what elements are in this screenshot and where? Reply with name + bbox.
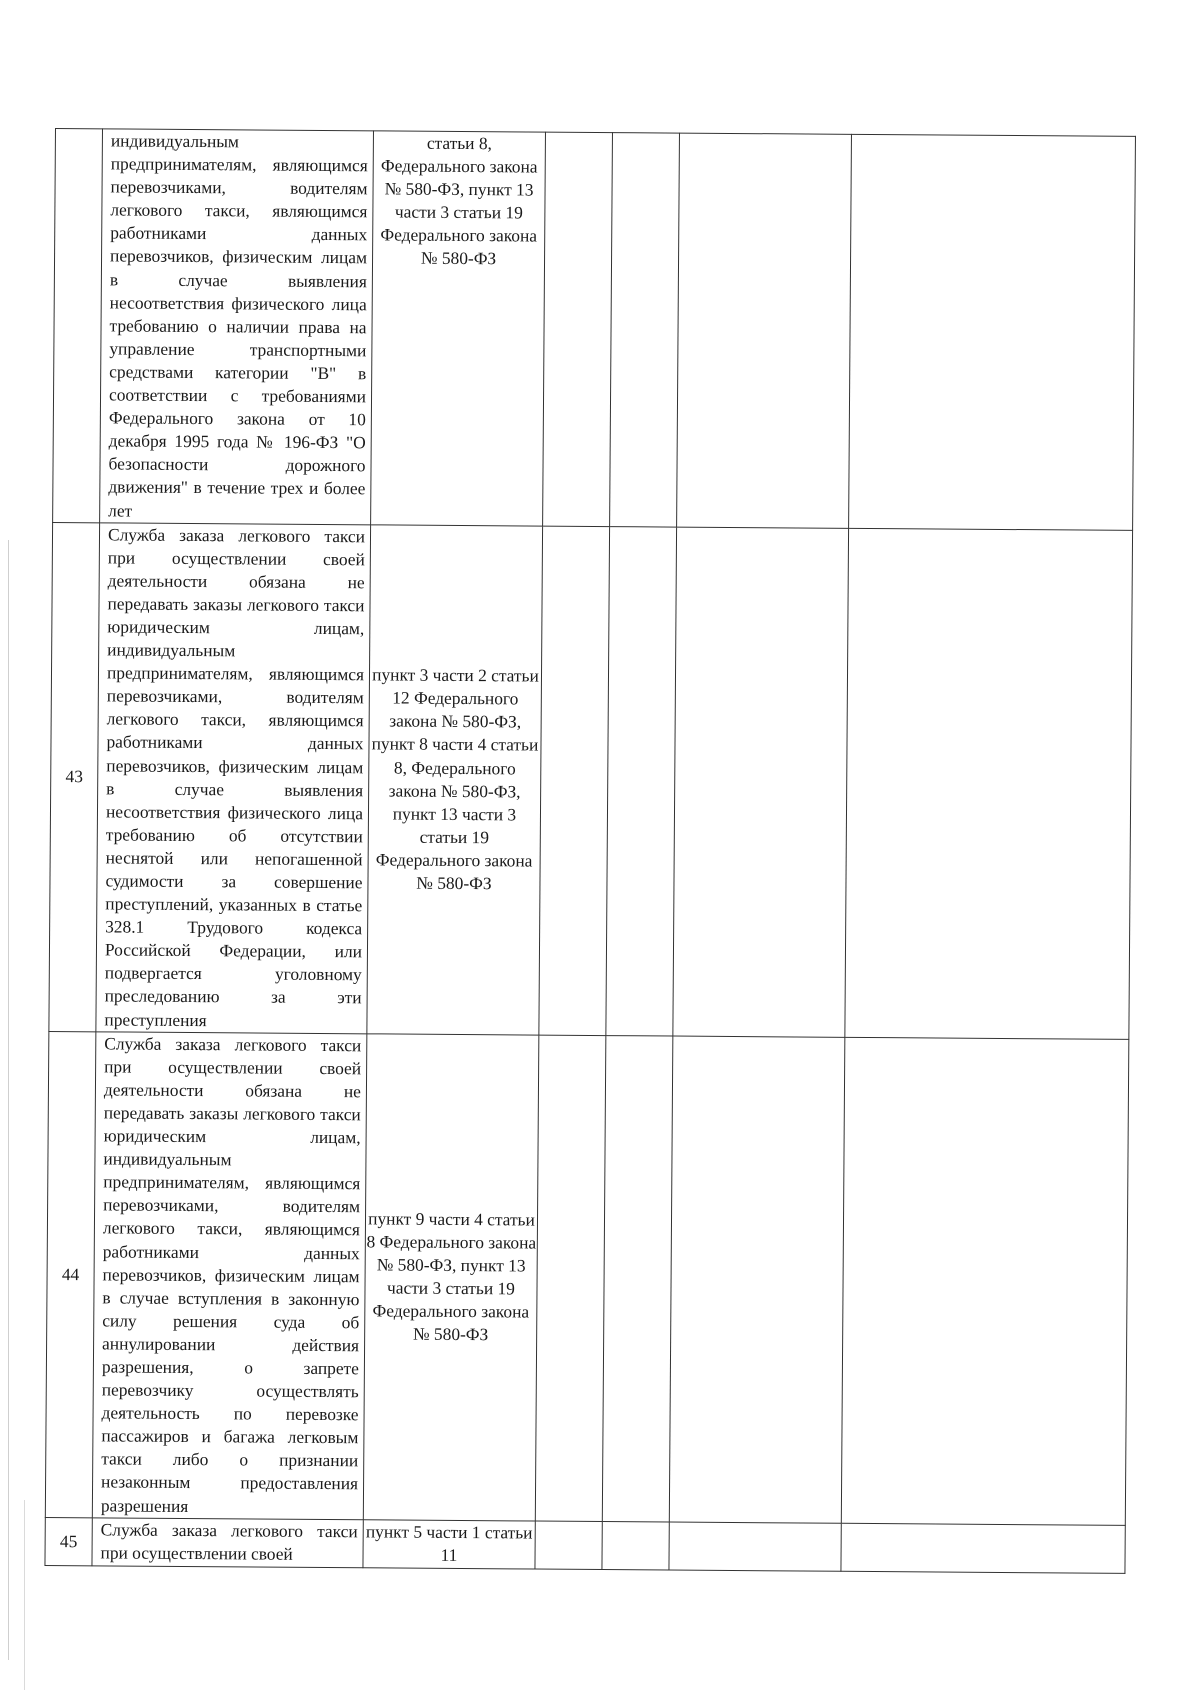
requirement-text: Служба заказа легкового такси при осуществлении своей деятельности обязана не передавать заказы легкового такси юридическим лицам, индивидуальным предпринимателям, являющимся перевозчиками, водителям легкового такси, являющимся работниками данных перевозчиков, физическим лицам в случае вступления в законную силу решения суда об аннулировании действия разрешения, о запрете перевозчику осуществлять деятельность по перевозке пассажиров и багажа легковым такси либо о признании незаконным предоставления разрешения (100, 1033, 362, 1516)
empty-cell (669, 1036, 845, 1523)
empty-cell (602, 1035, 673, 1521)
empty-cell (845, 528, 1133, 1039)
empty-cell (539, 526, 610, 1036)
requirement-cell (92, 1517, 363, 1567)
requirements-table (44, 128, 1136, 1574)
empty-cell (841, 1037, 1129, 1525)
empty-cell (535, 1035, 606, 1521)
empty-cell (849, 134, 1136, 530)
empty-cell (602, 1521, 669, 1569)
scan-edge-line (24, 1500, 25, 1690)
table-row (53, 129, 1136, 530)
reference-text: пункт 5 части 1 статьи 11 (365, 1520, 533, 1565)
empty-cell (543, 132, 613, 526)
reference-cell (363, 1033, 539, 1520)
requirement-cell (96, 522, 371, 1033)
empty-cell (677, 133, 852, 528)
empty-cell (669, 1522, 841, 1571)
reference-text: статьи 8, Федерального закона № 580-ФЗ, пункт 13 части 3 статьи 19 Федерального закона № 580-ФЗ (380, 132, 538, 269)
table-row (45, 1517, 1125, 1573)
reference-text: пункт 9 части 4 статьи 8 Федерального закона № 580-ФЗ, пункт 13 части 3 статьи 19 Федерального закона № 580-ФЗ (366, 1208, 537, 1345)
row-number: 45 (45, 1517, 92, 1565)
requirement-text: Служба заказа легкового такси при осуществлении своей деятельности обязана не передавать заказы легкового такси юридическим лицам, индивидуальным предпринимателям, являющимся перевозчиками, водителям легкового такси, являющимся работниками данных перевозчиков, физическим лицам в случае выявления несоответствия физического лица требованию об отсутствии неснятой или непогашенной судимости за совершение преступлений, указанных в статье 328.1 Трудового кодекса Российской Федерации, или подвергается уголовному преследованию за эти преступления (104, 523, 366, 1030)
reference-cell (371, 131, 546, 526)
empty-cell (673, 527, 849, 1037)
requirement-text: индивидуальным предпринимателям, являющимся перевозчиками, водителям легкового такси, являющимся работниками данных перевозчиков, физическим лицам в случае выявления несоответствия физического лица требованию о наличии права на управление транспортными средствами категории "В" в соответствии с требованиями Федерального закона от 10 декабря 1995 года № 196-ФЗ "О безопасности дорожного движения" в течение трех и более лет (108, 130, 368, 521)
row-number: 44 (45, 1031, 96, 1517)
reference-text: пункт 3 части 2 статьи 12 Федерального закона № 580-ФЗ, пункт 8 части 4 статьи 8, Федерального закона № 580-ФЗ, пункт 13 части 3 статьи 19 Федерального закона № 580-ФЗ (371, 664, 539, 894)
empty-cell (606, 526, 677, 1036)
row-number (53, 129, 103, 523)
scan-edge-line (8, 540, 9, 1660)
reference-cell (363, 1519, 535, 1568)
row-number: 43 (49, 522, 100, 1031)
empty-cell (610, 133, 680, 527)
empty-cell (841, 1523, 1125, 1573)
table-row (49, 522, 1133, 1039)
reference-cell (367, 524, 543, 1034)
table-row (45, 1031, 1129, 1525)
empty-cell (535, 1521, 602, 1569)
requirement-text: Служба заказа легкового такси при осуществлении своей (100, 1518, 358, 1564)
requirement-cell (100, 129, 374, 525)
requirement-cell (92, 1031, 367, 1519)
